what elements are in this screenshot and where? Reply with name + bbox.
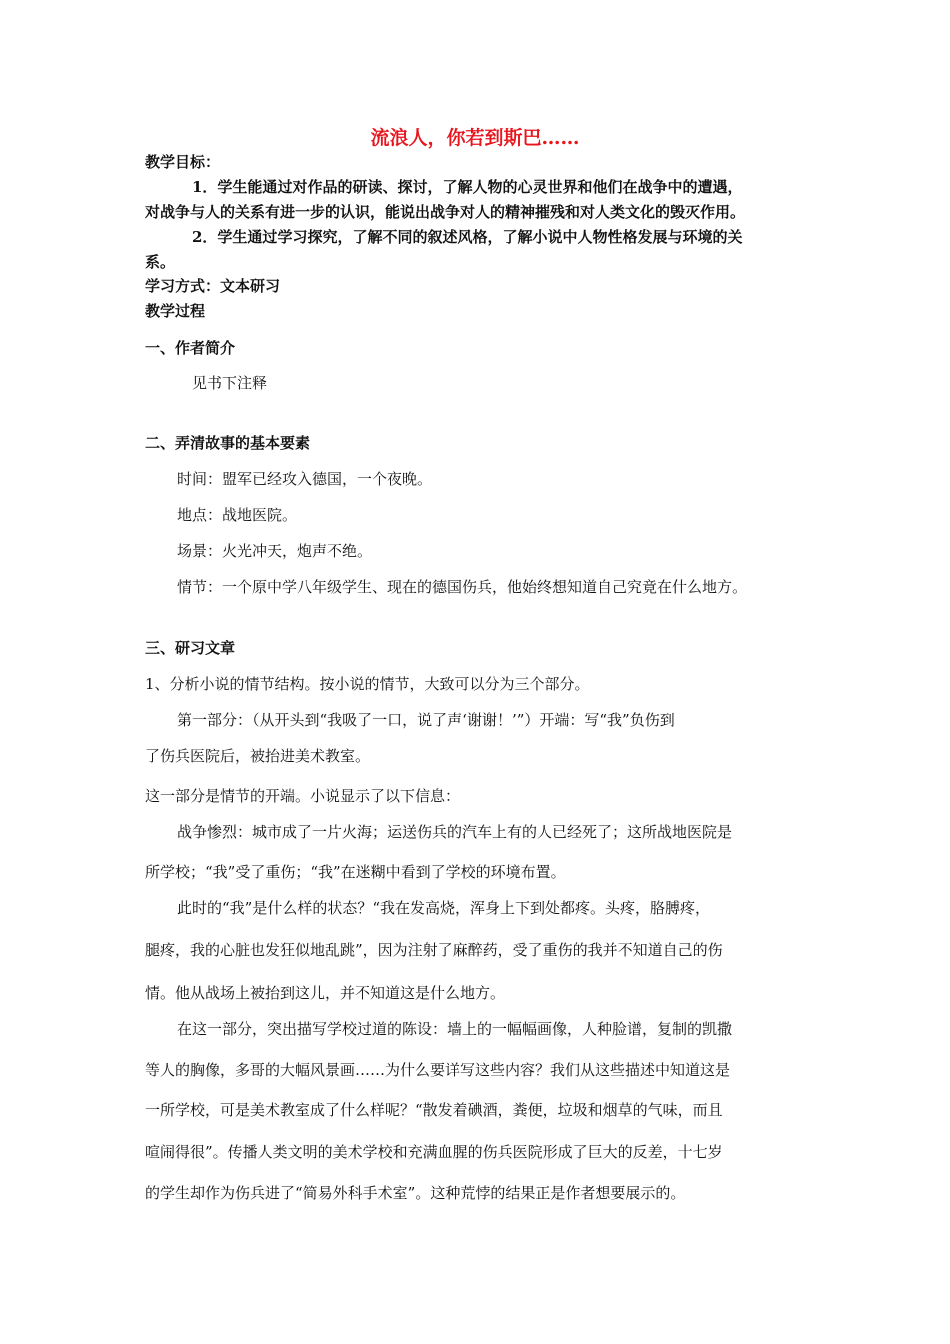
paragraph-line: 在这一部分，突出描写学校过道的陈设：墙上的一幅幅画像，人种脸谱，复制的凯撒 [177,1020,733,1038]
paragraph-line: 所学校；“我”受了重伤；“我”在迷糊中看到了学校的环境布置。 [145,863,566,881]
paragraph-line: 喧闹得很”。传播人类文明的美术学校和充满血腥的伤兵医院形成了巨大的反差，十七岁 [145,1143,723,1161]
paragraph: 这一部分是情节的开端。小说显示了以下信息： [145,787,461,805]
learning-method: 学习方式：文本研习 [145,277,281,295]
story-plot: 情节：一个原中学八年级学生、现在的德国伤兵，他始终想知道自己究竟在什么地方。 [177,578,748,596]
story-time: 时间：盟军已经攻入德国，一个夜晚。 [177,470,433,488]
paragraph-line: 战争惨烈：城市成了一片火海；运送伤兵的汽车上有的人已经死了；这所战地医院是 [177,823,733,841]
paragraph-line: 了伤兵医院后，被抬进美术教室。 [145,747,371,765]
story-place: 地点：战地医院。 [177,506,298,524]
paragraph-line: 第一部分：（从开头到“我吸了一口，说了声‘谢谢！’”）开端：写“我”负伤到 [177,711,675,729]
goal-1-line-1: 1．学生能通过对作品的研读、探讨，了解人物的心灵世界和他们在战争中的遭遇， [192,178,743,196]
paragraph-line: 此时的“我”是什么样的状态？“我在发高烧，浑身上下到处都疼。头疼，胳膊疼， [177,899,711,917]
paragraph-line: 腿疼，我的心脏也发狂似地乱跳”，因为注射了麻醉药，受了重伤的我并不知道自己的伤 [145,941,723,959]
goals-heading: 教学目标： [145,153,221,171]
paragraph-line: 情。他从战场上被抬到这儿，并不知道这是什么地方。 [145,984,506,1002]
story-scene: 场景：火光冲天，炮声不绝。 [177,542,373,560]
teaching-process-heading: 教学过程 [145,302,206,320]
paragraph-line: 等人的胸像，多哥的大幅风景画……为什么要详写这些内容？我们从这些描述中知道这是 [145,1061,731,1079]
goal-2-line-1: 2．学生通过学习探究，了解不同的叙述风格，了解小说中人物性格发展与环境的关 [192,228,743,246]
paragraph-line: 的学生却作为伤兵进了“简易外科手术室”。这种荒悖的结果正是作者想要展示的。 [145,1184,686,1202]
section-2-heading: 二、弄清故事的基本要素 [145,434,311,452]
section-3-heading: 三、研习文章 [145,639,236,657]
paragraph-line: 一所学校，可是美术教室成了什么样呢？“散发着碘酒，粪便，垃圾和烟草的气味，而且 [145,1101,723,1119]
document-title: 流浪人，你若到斯巴…… [370,127,580,149]
section-1-text: 见书下注释 [192,374,268,392]
section-1-heading: 一、作者简介 [145,339,236,357]
goal-2-line-2: 系。 [145,253,176,271]
goal-1-line-2: 对战争与人的关系有进一步的认识，能说出战争对人的精神摧残和对人类文化的毁灭作用。 [145,203,746,221]
paragraph: 1、分析小说的情节结构。按小说的情节，大致可以分为三个部分。 [145,675,590,693]
